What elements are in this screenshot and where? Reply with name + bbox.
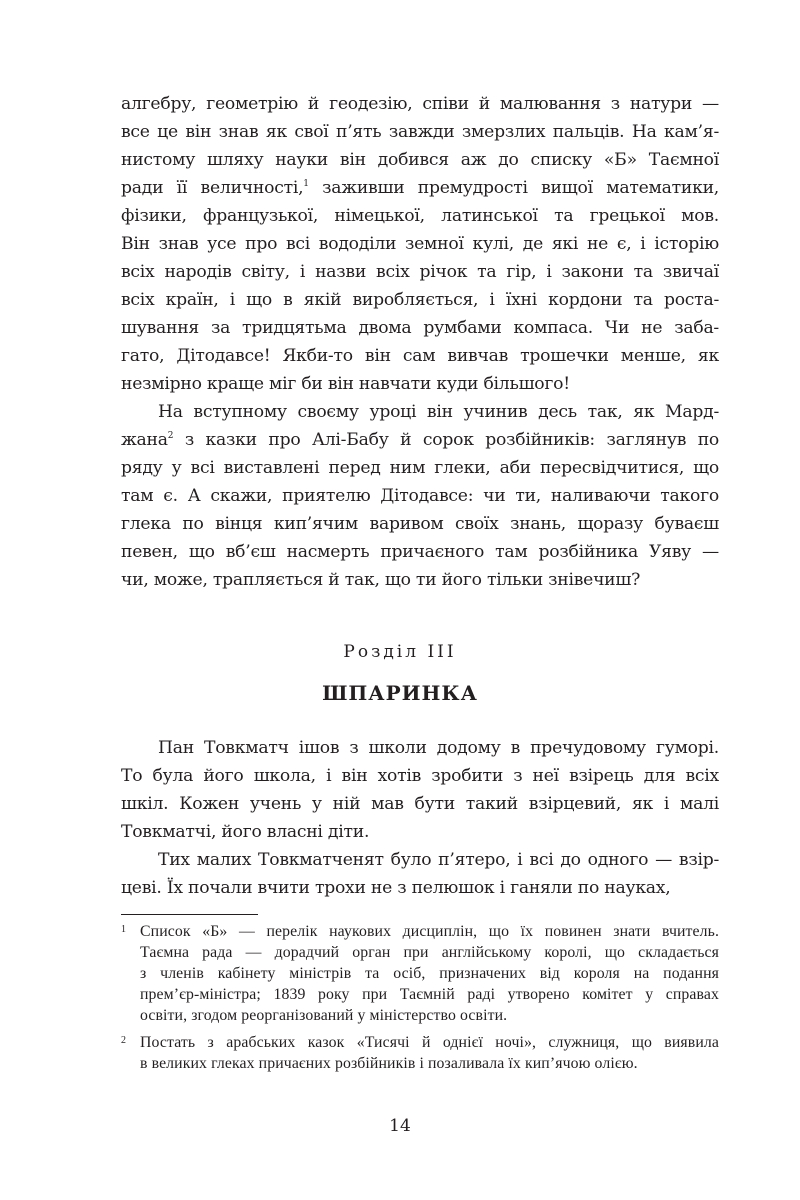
footnote (121, 921, 719, 1026)
footnote-number: 2 (121, 1035, 126, 1046)
text-line: глека по вінця кип’ячим варивом своїх знань, щоразу буваєш (121, 514, 719, 534)
footnote-line: з членів кабінету міністрів та осіб, призначених від короля на подання (140, 965, 719, 982)
text-line: незмірно краще міг би він навчати куди більшого! (121, 374, 570, 394)
body-text-after-chapter (121, 734, 719, 902)
text-line: Пан Товкматч ішов з школи додому в пречудовому гуморі. (158, 738, 719, 758)
text-line: Тих малих Товкматченят було п’ятеро, і всі до одного — взір- (158, 850, 719, 870)
text-line: нистому шляху науки він добився аж до списку «Б» Таємної (121, 150, 719, 170)
footnote-line: освіти, згодом реорганізований у міністерство освіти. (140, 1007, 508, 1024)
text-line: фізики, французької, німецької, латинської та грецької мов. (121, 206, 719, 226)
text-line: То була його школа, і він хотів зробити з неї взірець для всіх (121, 766, 719, 786)
paragraph (121, 398, 719, 594)
text-line: всіх народів світу, і назви всіх річок та гір, і закони та звичаї (121, 262, 719, 282)
text-line: шкіл. Кожен учень у ній мав бути такий взірцевий, як і малі (121, 794, 719, 814)
paragraph (121, 734, 719, 846)
text-line: На вступному своєму уроці він учинив десь так, як Мард- (158, 402, 719, 422)
footnote (121, 1032, 719, 1074)
text-line: чи, може, трапляється й так, що ти його тільки знівечиш? (121, 570, 641, 590)
body-text-before-chapter (121, 90, 719, 594)
text-line: ради її величності,$^1$ заживши премудрості вищої математики, (121, 178, 719, 198)
chapter-title: ШПАРИНКА (322, 681, 478, 705)
text-line: всіх країн, і що в якій виробляється, і їхні кордони та роста- (121, 290, 719, 310)
text-line: ряду у всі виставлені перед ним глеки, аби пересвідчитися, що (121, 458, 719, 478)
text-line: цеві. Їх почали вчити трохи не з пелюшок і ганяли по науках, (121, 878, 671, 898)
text-line: шування за тридцятьма двома румбами компаса. Чи не заба- (121, 318, 719, 338)
text-line: Він знав усе про всі вододіли земної кулі, де які не є, і історію (121, 234, 719, 254)
text-line: алгебру, геометрію й геодезію, співи й малювання з натури — (121, 94, 719, 114)
footnote-line: Список «Б» — перелік наукових дисциплін, що їх повинен знати вчитель. (140, 923, 719, 940)
text-line: жана$^2$ з казки про Алі-Бабу й сорок розбійників: заглянув по (121, 430, 719, 450)
footnote-number: 1 (121, 924, 126, 935)
paragraph (121, 90, 719, 398)
page-number: 14 (389, 1116, 411, 1136)
text-line: гато, Дітодавсе! Якби-то він сам вивчав трошечки менше, як (121, 346, 719, 366)
text-line: все це він знав як свої п’ять завжди змерзлих пальців. На кам’я- (121, 122, 719, 142)
paragraph (121, 846, 719, 902)
chapter-label: Розділ III (343, 642, 457, 662)
footnote-line: прем’єр-міністра; 1839 року при Таємній раді утворено комітет у справах (140, 986, 719, 1003)
text-line: там є. А скажи, приятелю Дітодавсе: чи ти, наливаючи такого (121, 486, 719, 506)
footnote-line: Постать з арабських казок «Тисячі й однієї ночі», служниця, що виявила (140, 1034, 719, 1051)
footnote-line: Таємна рада — дорадчий орган при англійському королі, що складається (140, 944, 719, 961)
footnotes (121, 921, 719, 1080)
footnote-ref[interactable]: 1 (303, 179, 309, 189)
footnote-ref[interactable]: 2 (167, 431, 174, 441)
footnote-line: в великих глеках причаєних розбійників і позаливала їх кип’ячою олією. (140, 1055, 638, 1072)
text-line: певен, що вб’єш насмерть причаєного там розбійника Уяву — (121, 542, 719, 562)
footnote-separator (121, 914, 258, 915)
text-line: Товкматчі, його власні діти. (121, 822, 370, 842)
